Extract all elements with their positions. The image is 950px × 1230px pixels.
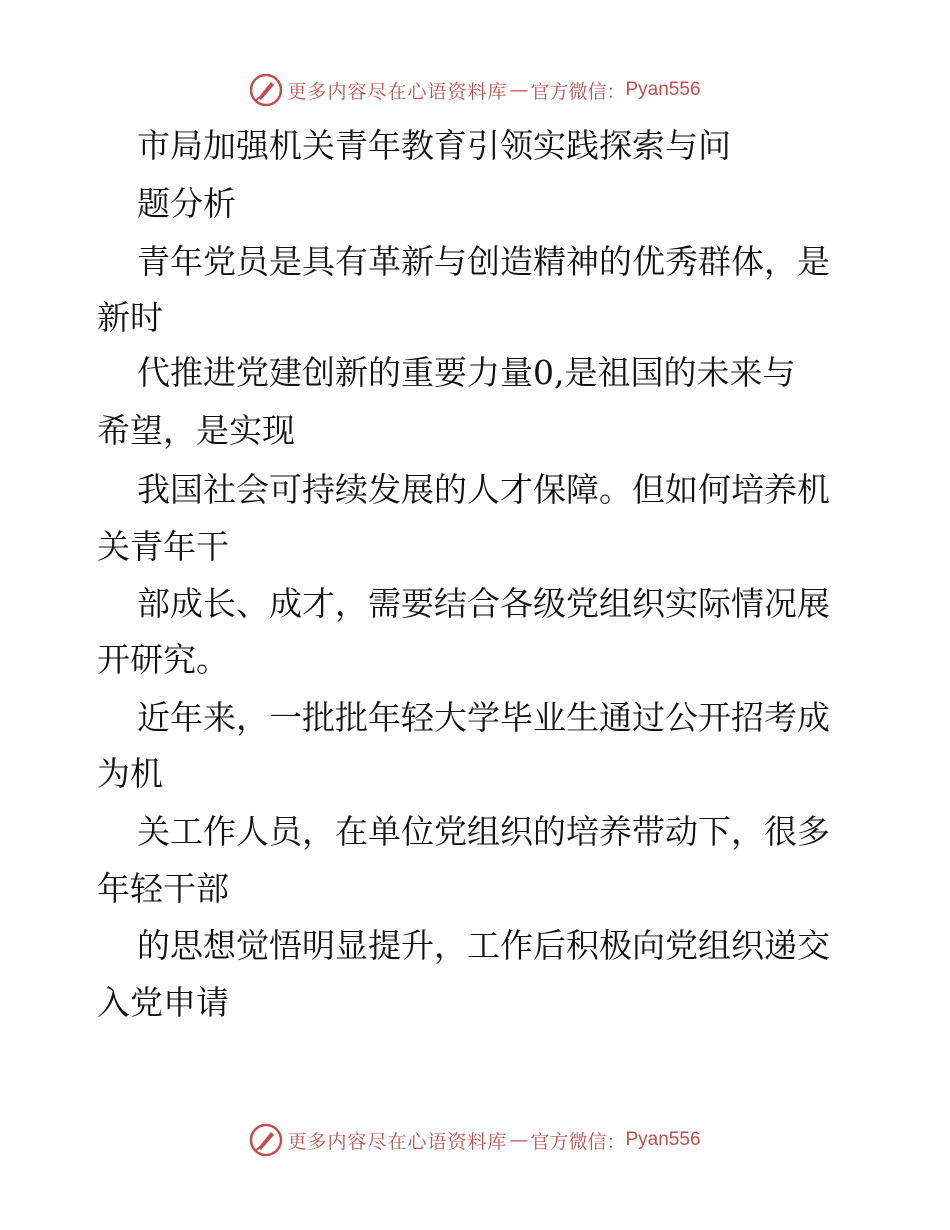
text-line: 市局加强机关青年教育引领实践探索与问 — [137, 126, 731, 165]
watermark-id: Pyan556 — [625, 1129, 701, 1150]
watermark-id: Pyan556 — [625, 79, 701, 100]
watermark-footer — [0, 1120, 950, 1160]
text-line: 新时 — [97, 298, 163, 337]
watermark-site: 更多内容尽在心语资料库 — [287, 1130, 508, 1153]
watermark-site: 更多内容尽在心语资料库 — [287, 80, 508, 103]
text-line: 希望，是实现 — [97, 411, 295, 450]
text-line: 近年来，一批批年轻大学毕业生通过公开招考成 — [137, 698, 830, 737]
watermark-separator: — — [509, 1129, 529, 1151]
quill-logo-icon — [249, 73, 283, 107]
quill-logo-icon — [249, 1123, 283, 1157]
text-line: 部成长、成才，需要结合各级党组织实际情况展 — [137, 584, 830, 623]
text-line: 关工作人员，在单位党组织的培养带动下，很多 — [137, 812, 830, 851]
text-line: 的思想觉悟明显提升，工作后积极向党组织递交 — [137, 926, 830, 965]
text-line: 青年党员是具有革新与创造精神的优秀群体，是 — [137, 242, 830, 281]
text-line: 题分析 — [137, 184, 236, 223]
text-line: 年轻干部 — [97, 869, 229, 908]
text-line: 入党申请 — [97, 983, 229, 1022]
text-line: 为机 — [97, 754, 163, 793]
text-line: 关青年干 — [97, 527, 229, 566]
watermark-header — [0, 70, 950, 110]
watermark-label: 官方微信： — [530, 80, 626, 103]
text-line: 代推进党建创新的重要力量0,是祖国的未来与 — [137, 353, 796, 392]
text-line: 开研究。 — [97, 640, 229, 679]
text-line: 我国社会可持续发展的人才保障。但如何培养机 — [137, 470, 830, 509]
watermark-separator: — — [509, 79, 529, 101]
watermark-label: 官方微信： — [530, 1130, 626, 1153]
